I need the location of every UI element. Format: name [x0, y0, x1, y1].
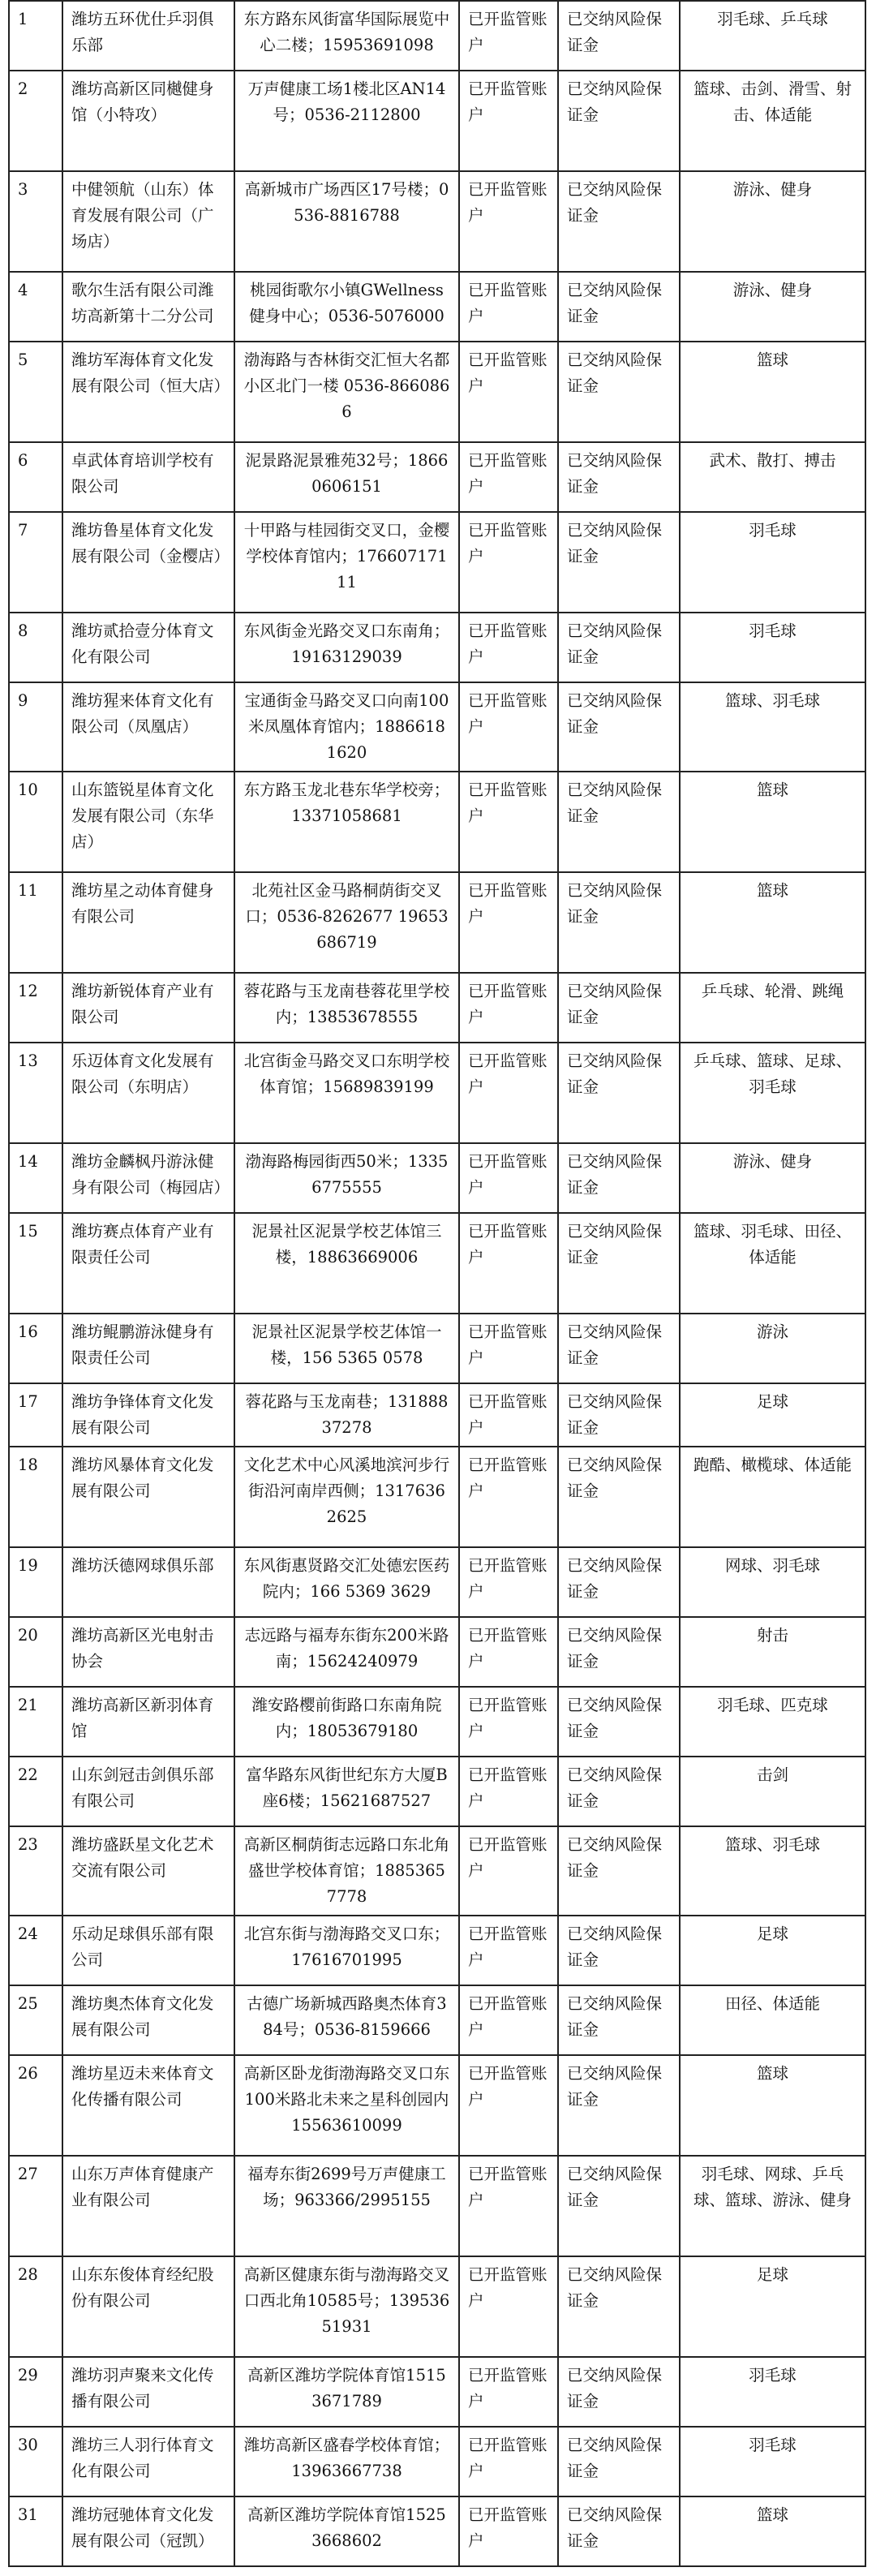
- sport-items-cell: 篮球: [680, 342, 865, 442]
- supervision-account-cell: 已开监管账户: [459, 1447, 558, 1547]
- sport-items-cell: 羽毛球: [680, 512, 865, 613]
- table-row: [9, 872, 865, 973]
- table-row: [9, 2055, 865, 2156]
- risk-deposit-cell: 已交纳风险保证金: [558, 512, 680, 613]
- risk-deposit-cell: 已交纳风险保证金: [558, 2427, 680, 2496]
- risk-deposit-cell: 已交纳风险保证金: [558, 613, 680, 682]
- sport-items-cell: 羽毛球、乒乓球: [680, 1, 865, 71]
- address-phone-cell: 泥景路泥景雅苑32号；18660606151: [234, 442, 459, 512]
- institution-name-cell: 潍坊五环优仕乒羽俱乐部: [62, 1, 234, 71]
- table-row: [9, 272, 865, 342]
- row-number-cell: 26: [9, 2055, 62, 2156]
- row-number-cell: 7: [9, 512, 62, 613]
- table-row: [9, 2427, 865, 2496]
- sport-items-cell: 游泳、健身: [680, 1143, 865, 1213]
- institution-name-cell: 歌尔生活有限公司潍坊高新第十二分公司: [62, 272, 234, 342]
- address-phone-cell: 北宫街金马路交叉口东明学校体育馆；15689839199: [234, 1043, 459, 1143]
- address-phone-cell: 东风街惠贤路交汇处德宏医药院内；166 5369 3629: [234, 1547, 459, 1617]
- risk-deposit-cell: 已交纳风险保证金: [558, 2156, 680, 2256]
- sport-items-cell: 篮球: [680, 872, 865, 973]
- address-phone-cell: 十甲路与桂园街交叉口，金樱学校体育馆内；17660717111: [234, 512, 459, 613]
- sport-items-cell: 游泳、健身: [680, 171, 865, 272]
- sport-items-cell: 乒乓球、轮滑、跳绳: [680, 973, 865, 1043]
- sport-items-cell: 武术、散打、搏击: [680, 442, 865, 512]
- supervision-account-cell: 已开监管账户: [459, 1916, 558, 1985]
- supervision-account-cell: 已开监管账户: [459, 2357, 558, 2427]
- address-phone-cell: 蓉花路与玉龙南巷蓉花里学校内；13853678555: [234, 973, 459, 1043]
- supervision-account-cell: 已开监管账户: [459, 613, 558, 682]
- sport-items-cell: 羽毛球: [680, 613, 865, 682]
- table-row: [9, 512, 865, 613]
- supervision-account-cell: 已开监管账户: [459, 1547, 558, 1617]
- institution-name-cell: 乐迈体育文化发展有限公司（东明店）: [62, 1043, 234, 1143]
- row-number-cell: 12: [9, 973, 62, 1043]
- institution-name-cell: 潍坊鲲鹏游泳健身有限责任公司: [62, 1314, 234, 1383]
- row-number-cell: 11: [9, 872, 62, 973]
- address-phone-cell: 泥景社区泥景学校艺体馆三楼，18863669006: [234, 1213, 459, 1314]
- row-number-cell: 31: [9, 2496, 62, 2566]
- address-phone-cell: 渤海路与杏林街交汇恒大名都小区北门一楼 0536-8660866: [234, 342, 459, 442]
- table-row: [9, 1687, 865, 1757]
- supervision-account-cell: 已开监管账户: [459, 973, 558, 1043]
- sport-items-cell: 足球: [680, 2256, 865, 2357]
- risk-deposit-cell: 已交纳风险保证金: [558, 1916, 680, 1985]
- risk-deposit-cell: 已交纳风险保证金: [558, 71, 680, 171]
- risk-deposit-cell: 已交纳风险保证金: [558, 272, 680, 342]
- row-number-cell: 25: [9, 1985, 62, 2055]
- sport-items-cell: 乒乓球、篮球、足球、羽毛球: [680, 1043, 865, 1143]
- address-phone-cell: 高新区桐荫街志远路口东北角盛世学校体育馆；18853657778: [234, 1826, 459, 1916]
- institution-name-cell: 潍坊新锐体育产业有限公司: [62, 973, 234, 1043]
- supervision-account-cell: 已开监管账户: [459, 2156, 558, 2256]
- sport-items-cell: 足球: [680, 1916, 865, 1985]
- row-number-cell: 21: [9, 1687, 62, 1757]
- risk-deposit-cell: 已交纳风险保证金: [558, 2496, 680, 2566]
- institution-name-cell: 潍坊三人羽行体育文化有限公司: [62, 2427, 234, 2496]
- risk-deposit-cell: 已交纳风险保证金: [558, 1826, 680, 1916]
- table-row: [9, 1314, 865, 1383]
- sport-items-cell: 游泳、健身: [680, 272, 865, 342]
- institution-name-cell: 乐动足球俱乐部有限公司: [62, 1916, 234, 1985]
- table-row: [9, 2357, 865, 2427]
- row-number-cell: 16: [9, 1314, 62, 1383]
- supervision-account-cell: 已开监管账户: [459, 342, 558, 442]
- address-phone-cell: 志远路与福寿东街东200米路南；15624240979: [234, 1617, 459, 1687]
- address-phone-cell: 北苑社区金马路桐荫街交叉口；0536-8262677 19653686719: [234, 872, 459, 973]
- risk-deposit-cell: 已交纳风险保证金: [558, 1, 680, 71]
- address-phone-cell: 富华路东风街世纪东方大厦B座6楼；15621687527: [234, 1757, 459, 1826]
- row-number-cell: 20: [9, 1617, 62, 1687]
- row-number-cell: 13: [9, 1043, 62, 1143]
- institution-name-cell: 潍坊赛点体育产业有限责任公司: [62, 1213, 234, 1314]
- supervision-account-cell: 已开监管账户: [459, 2055, 558, 2156]
- supervision-account-cell: 已开监管账户: [459, 1314, 558, 1383]
- sport-items-cell: 篮球、羽毛球、田径、体适能: [680, 1213, 865, 1314]
- sport-items-cell: 羽毛球: [680, 2427, 865, 2496]
- sport-items-cell: 篮球: [680, 2496, 865, 2566]
- table-row: [9, 1547, 865, 1617]
- address-phone-cell: 福寿东街2699号万声健康工场；963366/2995155: [234, 2156, 459, 2256]
- registry-sheet: [8, 0, 866, 2567]
- institution-name-cell: 潍坊高新区光电射击协会: [62, 1617, 234, 1687]
- table-row: [9, 1985, 865, 2055]
- address-phone-cell: 东风街金光路交叉口东南角；19163129039: [234, 613, 459, 682]
- table-row: [9, 2156, 865, 2256]
- address-phone-cell: 泥景社区泥景学校艺体馆一楼，156 5365 0578: [234, 1314, 459, 1383]
- institution-name-cell: 潍坊盛跃星文化艺术交流有限公司: [62, 1826, 234, 1916]
- risk-deposit-cell: 已交纳风险保证金: [558, 772, 680, 872]
- supervision-account-cell: 已开监管账户: [459, 872, 558, 973]
- sport-items-cell: 篮球、羽毛球: [680, 682, 865, 772]
- sport-items-cell: 游泳: [680, 1314, 865, 1383]
- row-number-cell: 5: [9, 342, 62, 442]
- sport-items-cell: 羽毛球、网球、乒乓球、篮球、游泳、健身: [680, 2156, 865, 2256]
- address-phone-cell: 东方路玉龙北巷东华学校旁；13371058681: [234, 772, 459, 872]
- supervision-account-cell: 已开监管账户: [459, 1826, 558, 1916]
- address-phone-cell: 高新区潍坊学院体育馆15253668602: [234, 2496, 459, 2566]
- risk-deposit-cell: 已交纳风险保证金: [558, 2055, 680, 2156]
- supervision-account-cell: 已开监管账户: [459, 1985, 558, 2055]
- table-row: [9, 613, 865, 682]
- supervision-account-cell: 已开监管账户: [459, 1, 558, 71]
- row-number-cell: 9: [9, 682, 62, 772]
- address-phone-cell: 北宫东街与渤海路交叉口东；17616701995: [234, 1916, 459, 1985]
- risk-deposit-cell: 已交纳风险保证金: [558, 1617, 680, 1687]
- table-row: [9, 1916, 865, 1985]
- supervision-account-cell: 已开监管账户: [459, 1383, 558, 1447]
- table-row: [9, 2496, 865, 2566]
- supervision-account-cell: 已开监管账户: [459, 1043, 558, 1143]
- institution-name-cell: 潍坊争锋体育文化发展有限公司: [62, 1383, 234, 1447]
- institution-name-cell: 潍坊冠驰体育文化发展有限公司（冠凯）: [62, 2496, 234, 2566]
- risk-deposit-cell: 已交纳风险保证金: [558, 973, 680, 1043]
- sport-items-cell: 篮球: [680, 772, 865, 872]
- sport-items-cell: 射击: [680, 1617, 865, 1687]
- table-row: [9, 682, 865, 772]
- address-phone-cell: 文化艺术中心风溪地滨河步行街沿河南岸西侧；13176362625: [234, 1447, 459, 1547]
- institution-name-cell: 潍坊沃德网球俱乐部: [62, 1547, 234, 1617]
- table-row: [9, 1213, 865, 1314]
- supervision-account-cell: 已开监管账户: [459, 2496, 558, 2566]
- row-number-cell: 1: [9, 1, 62, 71]
- institution-name-cell: 潍坊羽声聚来文化传播有限公司: [62, 2357, 234, 2427]
- institution-name-cell: 潍坊奥杰体育文化发展有限公司: [62, 1985, 234, 2055]
- institution-name-cell: 潍坊高新区同樾健身馆（小特攻）: [62, 71, 234, 171]
- table-row: [9, 1447, 865, 1547]
- row-number-cell: 18: [9, 1447, 62, 1547]
- supervision-account-cell: 已开监管账户: [459, 1213, 558, 1314]
- address-phone-cell: 宝通街金马路交叉口向南100米凤凰体育馆内；18866181620: [234, 682, 459, 772]
- row-number-cell: 19: [9, 1547, 62, 1617]
- row-number-cell: 2: [9, 71, 62, 171]
- table-row: [9, 1617, 865, 1687]
- institution-name-cell: 中健领航（山东）体育发展有限公司（广场店）: [62, 171, 234, 272]
- supervision-account-cell: 已开监管账户: [459, 1143, 558, 1213]
- institution-name-cell: 潍坊风暴体育文化发展有限公司: [62, 1447, 234, 1547]
- address-phone-cell: 高新区潍坊学院体育馆15153671789: [234, 2357, 459, 2427]
- sport-items-cell: 篮球、击剑、滑雪、射击、体适能: [680, 71, 865, 171]
- row-number-cell: 3: [9, 171, 62, 272]
- risk-deposit-cell: 已交纳风险保证金: [558, 1213, 680, 1314]
- table-row: [9, 71, 865, 171]
- risk-deposit-cell: 已交纳风险保证金: [558, 1447, 680, 1547]
- table-row: [9, 342, 865, 442]
- risk-deposit-cell: 已交纳风险保证金: [558, 2357, 680, 2427]
- institution-name-cell: 山东东俊体育经纪股份有限公司: [62, 2256, 234, 2357]
- institution-name-cell: 潍坊猩来体育文化有限公司（凤凰店）: [62, 682, 234, 772]
- institution-name-cell: 山东剑冠击剑俱乐部有限公司: [62, 1757, 234, 1826]
- row-number-cell: 28: [9, 2256, 62, 2357]
- row-number-cell: 30: [9, 2427, 62, 2496]
- sport-items-cell: 网球、羽毛球: [680, 1547, 865, 1617]
- institution-name-cell: 潍坊星迈未来体育文化传播有限公司: [62, 2055, 234, 2156]
- row-number-cell: 22: [9, 1757, 62, 1826]
- risk-deposit-cell: 已交纳风险保证金: [558, 2256, 680, 2357]
- risk-deposit-cell: 已交纳风险保证金: [558, 1383, 680, 1447]
- supervision-account-cell: 已开监管账户: [459, 71, 558, 171]
- sport-items-cell: 篮球、羽毛球: [680, 1826, 865, 1916]
- supervision-account-cell: 已开监管账户: [459, 1757, 558, 1826]
- institution-name-cell: 潍坊星之动体育健身有限公司: [62, 872, 234, 973]
- row-number-cell: 27: [9, 2156, 62, 2256]
- table-row: [9, 1826, 865, 1916]
- table-row: [9, 2256, 865, 2357]
- table-row: [9, 1383, 865, 1447]
- supervision-account-cell: 已开监管账户: [459, 772, 558, 872]
- row-number-cell: 4: [9, 272, 62, 342]
- row-number-cell: 17: [9, 1383, 62, 1447]
- supervision-account-cell: 已开监管账户: [459, 2256, 558, 2357]
- registry-table-body: [9, 1, 865, 2566]
- supervision-account-cell: 已开监管账户: [459, 512, 558, 613]
- table-row: [9, 973, 865, 1043]
- sport-items-cell: 田径、体适能: [680, 1985, 865, 2055]
- supervision-account-cell: 已开监管账户: [459, 1687, 558, 1757]
- address-phone-cell: 东方路东风街富华国际展览中心二楼；15953691098: [234, 1, 459, 71]
- sport-items-cell: 击剑: [680, 1757, 865, 1826]
- risk-deposit-cell: 已交纳风险保证金: [558, 171, 680, 272]
- risk-deposit-cell: 已交纳风险保证金: [558, 1043, 680, 1143]
- registry-table: [8, 0, 866, 2567]
- address-phone-cell: 桃园街歌尔小镇GWellness健身中心；0536-5076000: [234, 272, 459, 342]
- row-number-cell: 23: [9, 1826, 62, 1916]
- supervision-account-cell: 已开监管账户: [459, 272, 558, 342]
- table-row: [9, 772, 865, 872]
- institution-name-cell: 山东万声体育健康产业有限公司: [62, 2156, 234, 2256]
- address-phone-cell: 高新城市广场西区17号楼；0536-8816788: [234, 171, 459, 272]
- address-phone-cell: 蓉花路与玉龙南巷；13188837278: [234, 1383, 459, 1447]
- institution-name-cell: 潍坊高新区新羽体育馆: [62, 1687, 234, 1757]
- address-phone-cell: 古德广场新城西路奥杰体育384号；0536-8159666: [234, 1985, 459, 2055]
- risk-deposit-cell: 已交纳风险保证金: [558, 682, 680, 772]
- address-phone-cell: 万声健康工场1楼北区AN14号；0536-2112800: [234, 71, 459, 171]
- table-row: [9, 1043, 865, 1143]
- risk-deposit-cell: 已交纳风险保证金: [558, 1314, 680, 1383]
- supervision-account-cell: 已开监管账户: [459, 1617, 558, 1687]
- risk-deposit-cell: 已交纳风险保证金: [558, 1687, 680, 1757]
- supervision-account-cell: 已开监管账户: [459, 171, 558, 272]
- risk-deposit-cell: 已交纳风险保证金: [558, 1757, 680, 1826]
- risk-deposit-cell: 已交纳风险保证金: [558, 1985, 680, 2055]
- institution-name-cell: 潍坊军海体育文化发展有限公司（恒大店）: [62, 342, 234, 442]
- supervision-account-cell: 已开监管账户: [459, 442, 558, 512]
- table-row: [9, 171, 865, 272]
- row-number-cell: 6: [9, 442, 62, 512]
- row-number-cell: 29: [9, 2357, 62, 2427]
- row-number-cell: 10: [9, 772, 62, 872]
- sport-items-cell: 跑酷、橄榄球、体适能: [680, 1447, 865, 1547]
- risk-deposit-cell: 已交纳风险保证金: [558, 1547, 680, 1617]
- supervision-account-cell: 已开监管账户: [459, 682, 558, 772]
- row-number-cell: 14: [9, 1143, 62, 1213]
- risk-deposit-cell: 已交纳风险保证金: [558, 1143, 680, 1213]
- row-number-cell: 24: [9, 1916, 62, 1985]
- sport-items-cell: 羽毛球: [680, 2357, 865, 2427]
- address-phone-cell: 渤海路梅园街西50米；13356775555: [234, 1143, 459, 1213]
- institution-name-cell: 潍坊鲁星体育文化发展有限公司（金樱店）: [62, 512, 234, 613]
- institution-name-cell: 潍坊金麟枫丹游泳健身有限公司（梅园店）: [62, 1143, 234, 1213]
- address-phone-cell: 高新区卧龙街渤海路交叉口东100米路北未来之星科创园内 15563610099: [234, 2055, 459, 2156]
- institution-name-cell: 卓武体育培训学校有限公司: [62, 442, 234, 512]
- row-number-cell: 15: [9, 1213, 62, 1314]
- supervision-account-cell: 已开监管账户: [459, 2427, 558, 2496]
- institution-name-cell: 潍坊贰拾壹分体育文化有限公司: [62, 613, 234, 682]
- risk-deposit-cell: 已交纳风险保证金: [558, 342, 680, 442]
- risk-deposit-cell: 已交纳风险保证金: [558, 442, 680, 512]
- row-number-cell: 8: [9, 613, 62, 682]
- table-row: [9, 442, 865, 512]
- address-phone-cell: 高新区健康东街与渤海路交叉口西北角10585号；13953651931: [234, 2256, 459, 2357]
- table-row: [9, 1143, 865, 1213]
- address-phone-cell: 潍安路樱前街路口东南角院内；18053679180: [234, 1687, 459, 1757]
- table-row: [9, 1, 865, 71]
- sport-items-cell: 羽毛球、匹克球: [680, 1687, 865, 1757]
- sport-items-cell: 足球: [680, 1383, 865, 1447]
- risk-deposit-cell: 已交纳风险保证金: [558, 872, 680, 973]
- table-row: [9, 1757, 865, 1826]
- institution-name-cell: 山东篮锐星体育文化发展有限公司（东华店）: [62, 772, 234, 872]
- address-phone-cell: 潍坊高新区盛春学校体育馆；13963667738: [234, 2427, 459, 2496]
- sport-items-cell: 篮球: [680, 2055, 865, 2156]
